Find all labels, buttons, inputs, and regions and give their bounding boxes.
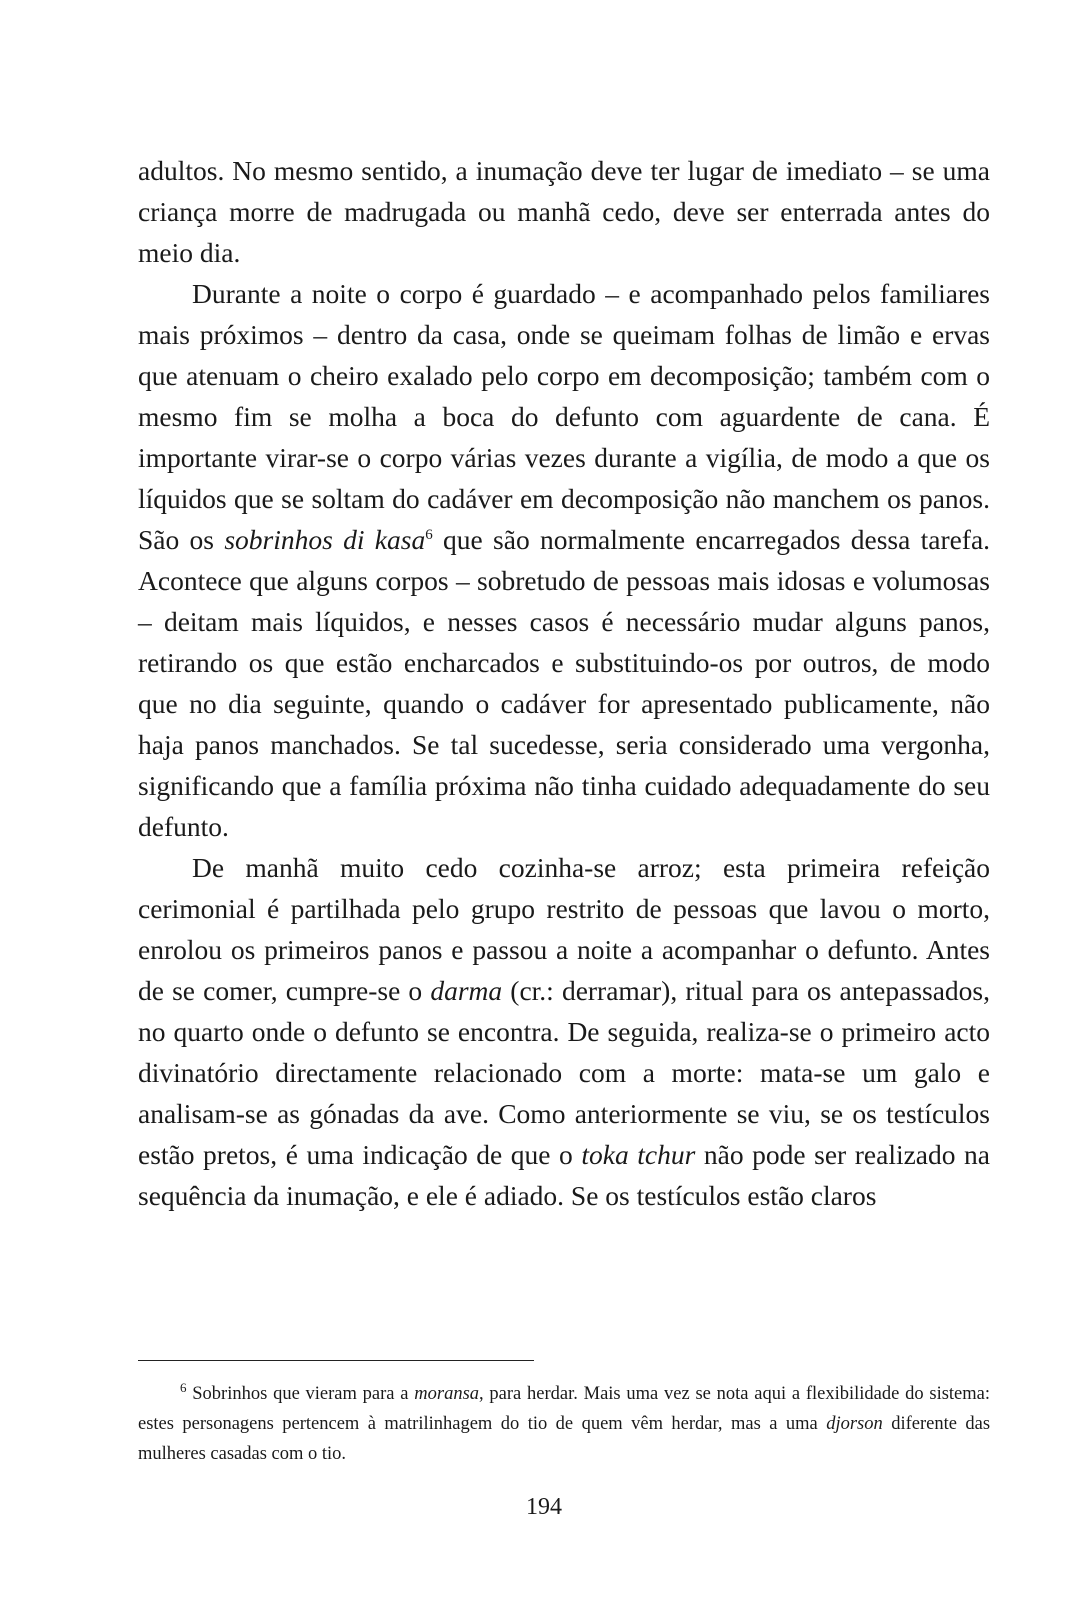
italic-term: moransa [414, 1384, 480, 1404]
italic-term: darma [430, 975, 503, 1006]
footnote-6: $^6$ Sobrinhos que vieram para a moransa, para herdar. Mais uma vez se nota aqui a flexibilidade do sistema: estes personagens pertencem à matrilinhagem do tio de quem vêm herdar, mas a uma djorson diferente das mulheres casadas com o tio. [138, 1380, 991, 1464]
paragraph-2: Durante a noite o corpo é guardado – e acompanhado pelos familiares mais próximos – dentro da casa, onde se queimam folhas de limão e ervas que atenuam o cheiro exalado pelo corpo em decomposição; também com o mesmo fim se molha a boca do defunto com aguardente de cana. É importante virar-se o corpo várias vezes durante a vigília, de modo a que os líquidos que se soltam do cadáver em decomposição não manchem os panos. São os sobrinhos di kasa$^6$ que são normalmente encarregados dessa tarefa. Acontece que alguns corpos – sobretudo de pessoas mais idosas e volumosas – deitam mais líquidos, e nesses casos é necessário mudar alguns panos, retirando os que estão encharcados e substituindo-os por outros, de modo que no dia seguinte, quando o cadáver for apresentado publicamente, não haja panos manchados. Se tal sucedesse, seria considerado uma vergonha, significando que a família próxima não tinha cuidado adequadamente do seu defunto. [138, 278, 991, 842]
footnote-divider [138, 1360, 534, 1361]
page-number: 194 [526, 1494, 562, 1520]
page-body [138, 150, 990, 1216]
footnote-number: 6 [180, 1380, 187, 1395]
footnotes [138, 1373, 990, 1469]
footnote-reference[interactable]: 6 [425, 527, 433, 543]
italic-term: toka tchur [581, 1139, 696, 1170]
paragraph-1: adultos. No mesmo sentido, a inumação deve ter lugar de imediato – se uma criança morre de madrugada ou manhã cedo, deve ser enterrada antes do meio dia. [138, 155, 990, 268]
italic-term: djorson [826, 1414, 883, 1434]
italic-term: sobrinhos di kasa [224, 524, 426, 555]
paragraph-3: De manhã muito cedo cozinha-se arroz; esta primeira refeição cerimonial é partilhada pelo grupo restrito de pessoas que lavou o morto, enrolou os primeiros panos e passou a noite a acompanhar o defunto. Antes de se comer, cumpre-se o darma (cr.: derramar), ritual para os antepassados, no quarto onde o defunto se encontra. De seguida, realiza-se o primeiro acto divinatório directamente relacionado com a morte: mata-se um galo e analisam-se as gónadas da ave. Como anteriormente se viu, se os testículos estão pretos, é uma indicação de que o toka tchur não pode ser realizado na sequência da inumação, e ele é adiado. Se os testículos estão claros [138, 852, 991, 1211]
